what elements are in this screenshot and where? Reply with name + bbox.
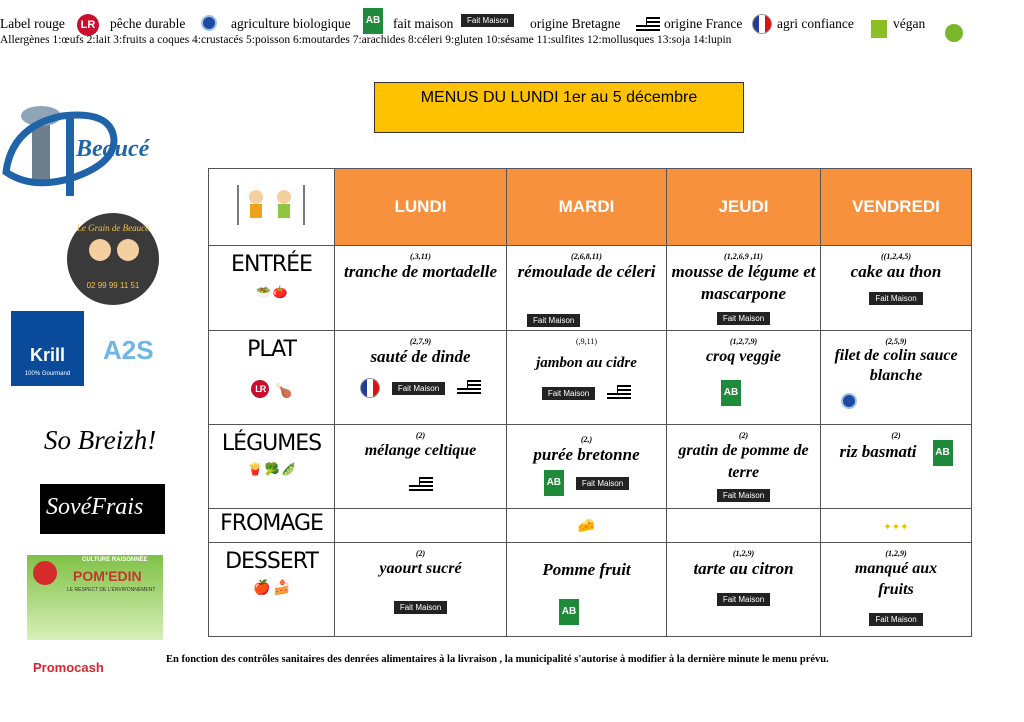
menu-cell: [667, 509, 821, 543]
dish-name: cake au thon: [850, 262, 942, 281]
fait-maison-icon: Fait Maison: [394, 601, 447, 614]
day-header-lundi: LUNDI: [335, 169, 507, 246]
legend-peche-durable: pêche durable: [110, 16, 186, 31]
legend-origine-bretagne: origine Bretagne: [530, 16, 621, 31]
krill-logo-text: Krill: [29, 345, 65, 365]
legend-agri-confiance: agri confiance: [777, 16, 854, 31]
ab-icon: AB: [363, 8, 383, 34]
dessert-icon: 🍎 🍰: [253, 580, 290, 596]
fait-maison-icon: Fait Maison: [717, 593, 770, 606]
allergen-code: (2,5,9): [885, 337, 907, 346]
dish-name: tarte au citron: [693, 559, 794, 578]
allergen-code: (1,2,9): [885, 549, 907, 558]
dish-name: mousse de légume et mascarpone: [671, 262, 816, 303]
a2s-logo: [103, 335, 154, 366]
menu-cell: [335, 543, 507, 637]
menu-cell: [821, 331, 972, 425]
day-header-jeudi: JEUDI: [667, 169, 821, 246]
menu-cell: [667, 331, 821, 425]
fait-maison-icon: Fait Maison: [392, 382, 445, 395]
vegan-icon: [945, 24, 963, 42]
ab-icon: AB: [544, 470, 564, 496]
dish-name: yaourt sucré: [379, 560, 462, 577]
legend-vegan: végan: [893, 16, 926, 31]
breton-flag-icon: [636, 17, 660, 33]
table-row: [209, 509, 972, 543]
fait-maison-icon: Fait Maison: [542, 387, 595, 400]
menu-cell: [507, 246, 667, 331]
dish-name: jambon au cidre: [536, 355, 637, 371]
menu-cell: [821, 509, 972, 543]
ab-icon: AB: [721, 380, 741, 406]
kids-illustration-cell: [209, 169, 335, 246]
row-label-text: PLAT: [247, 337, 296, 362]
allergen-code: (2,6,8,11): [571, 252, 602, 261]
fait-maison-icon: Fait Maison: [461, 14, 514, 27]
menu-cell: [335, 509, 507, 543]
fait-maison-icon: Fait Maison: [869, 292, 922, 305]
ab-icon: AB: [933, 440, 953, 466]
menu-cell: [821, 543, 972, 637]
krill-logo: [11, 311, 84, 386]
legend-origine-france: origine France: [664, 16, 743, 31]
dish-name: mélange celtique: [364, 442, 477, 459]
salad-icon: 🥗 🍅: [256, 285, 287, 299]
menu-cell: [335, 425, 507, 509]
beauce-logo-text: Beaucé: [76, 136, 150, 162]
vegetables-icon: 🍟 🥦 🫛: [247, 462, 296, 476]
table-row: [209, 425, 972, 509]
roast-chicken-icon: 🍗: [275, 383, 292, 399]
menu-cell: [667, 543, 821, 637]
allergen-code: (,3,11): [410, 252, 431, 261]
allergen-legend: Allergènes 1:œufs 2:lait 3:fruits a coques 4:crustacés 5:poisson 6:moutardes 7:arachides 8:céleri 9:gluten 10:sésame 11:sulfites 12:mollusques 13:soja 14:lupin: [0, 34, 732, 46]
grain-logo-text: Le Grain de Beaucé: [76, 223, 150, 233]
day-header-mardi: MARDI: [507, 169, 667, 246]
allergen-code: (2): [415, 549, 426, 558]
fait-maison-icon: Fait Maison: [527, 314, 580, 327]
ab-icon: AB: [559, 599, 579, 625]
dish-name: gratin de pomme de terre: [678, 442, 809, 481]
agri-confiance-icon: [871, 20, 887, 38]
allergen-code: (2): [891, 431, 901, 440]
breton-flag-icon: [457, 380, 481, 396]
beauce-logo: [2, 96, 159, 204]
menu-cell: [335, 246, 507, 331]
day-header-vendredi: VENDREDI: [821, 169, 972, 246]
dish-name: manqué aux fruits: [854, 560, 938, 598]
table-row: [209, 543, 972, 637]
page-title: [374, 82, 744, 133]
allergen-code: (2,): [580, 435, 593, 444]
allergen-code: (,9,11): [575, 337, 598, 346]
menu-cell: [667, 425, 821, 509]
grated-cheese-icon: ✦✦✦: [883, 521, 909, 533]
origine-france-icon: [752, 14, 772, 34]
label-rouge-icon: LR: [251, 380, 269, 398]
so-breizh-logo-text: So Breizh!: [44, 425, 157, 455]
kids-cutlery-icon: [232, 181, 312, 229]
row-label-text: LÉGUMES: [221, 431, 322, 456]
pomedin-logo-sub: LE RESPECT DE L'ENVIRONNEMENT: [67, 587, 156, 593]
menu-cell: [821, 425, 972, 509]
row-label-entree: [209, 246, 335, 331]
dish-name: tranche de mortadelle: [344, 262, 497, 281]
page-title-text: MENUS DU LUNDI 1er au 5 décembre: [420, 89, 698, 106]
row-label-dessert: [209, 543, 335, 637]
promocash-logo: Promocash: [33, 660, 104, 675]
allergen-code: (1,2,9): [732, 549, 755, 558]
dish-name: riz basmati: [839, 441, 917, 461]
pomedin-logo: [27, 555, 163, 640]
dish-name: Pomme fruit: [542, 560, 631, 579]
menu-table: [208, 168, 972, 637]
row-label-legumes: [209, 425, 335, 509]
menu-cell: [335, 331, 507, 425]
menu-cell: [507, 509, 667, 543]
fait-maison-icon: Fait Maison: [576, 477, 629, 490]
breton-flag-icon: [607, 385, 631, 401]
menu-cell: [507, 331, 667, 425]
allergen-code: (1,2,6,9 ,11): [724, 252, 763, 261]
row-label-text: ENTRÉE: [231, 252, 312, 277]
legend-agriculture-bio: agriculture biologique: [231, 16, 351, 31]
pomedin-logo-top: CULTURE RAISONNÉE: [82, 557, 148, 563]
table-row: [209, 246, 972, 331]
msc-icon: [201, 15, 217, 31]
cheese-icon: 🧀: [577, 518, 596, 534]
dish-name: croq veggie: [705, 348, 782, 365]
dish-name: rémoulade de céleri: [517, 262, 656, 281]
allergen-code: ((1,2,4,5): [881, 252, 911, 261]
table-row: [209, 331, 972, 425]
fait-maison-icon: Fait Maison: [717, 312, 770, 325]
menu-cell: [507, 425, 667, 509]
menu-cell: [667, 246, 821, 331]
chef-face-icon: [117, 239, 139, 261]
origine-france-icon: [360, 378, 380, 398]
fait-maison-icon: Fait Maison: [869, 613, 922, 626]
allergen-code: (2): [738, 431, 749, 440]
apple-icon: [33, 561, 57, 585]
row-label-fromage: [209, 509, 335, 543]
fait-maison-icon: Fait Maison: [717, 489, 770, 502]
allergen-code: (1,2,7,9): [729, 337, 758, 346]
dish-name: sauté de dinde: [370, 347, 471, 366]
allergen-code: (2,7,9): [409, 337, 432, 346]
so-breizh-logo: [44, 425, 156, 456]
pomedin-logo-text: POM'EDIN: [73, 568, 142, 584]
legend-fait-maison: fait maison: [393, 16, 454, 31]
breton-flag-icon: [409, 477, 433, 493]
label-rouge-icon: LR: [77, 14, 99, 36]
sovefrais-logo: [40, 484, 165, 534]
menu-cell: [507, 543, 667, 637]
sovefrais-logo-text: SovéFrais: [46, 494, 144, 520]
msc-icon: [841, 393, 857, 409]
row-label-text: FROMAGE: [220, 511, 323, 536]
menu-cell: [821, 246, 972, 331]
krill-logo-subtext: 100% Gourmand: [24, 371, 71, 377]
dish-name: filet de colin sauce blanche: [834, 347, 958, 384]
row-label-text: DESSERT: [225, 549, 318, 574]
row-label-plat: [209, 331, 335, 425]
grain-de-beauce-logo: [67, 213, 159, 305]
footer-note: En fonction des contrôles sanitaires des denrées alimentaires à la livraison , la municipalité s'autorise à modifier à la dernière minute le menu prévu.: [166, 654, 829, 665]
grain-logo-phone: 02 99 99 11 51: [86, 281, 140, 290]
allergen-code: (2): [415, 431, 426, 440]
legend-label-rouge: Label rouge: [0, 16, 65, 31]
table-header-row: [209, 169, 972, 246]
legend-bar: [0, 14, 1024, 36]
dish-name: purée bretonne: [533, 445, 640, 464]
a2s-logo-text: A2S: [103, 335, 154, 365]
child-face-icon: [89, 239, 111, 261]
